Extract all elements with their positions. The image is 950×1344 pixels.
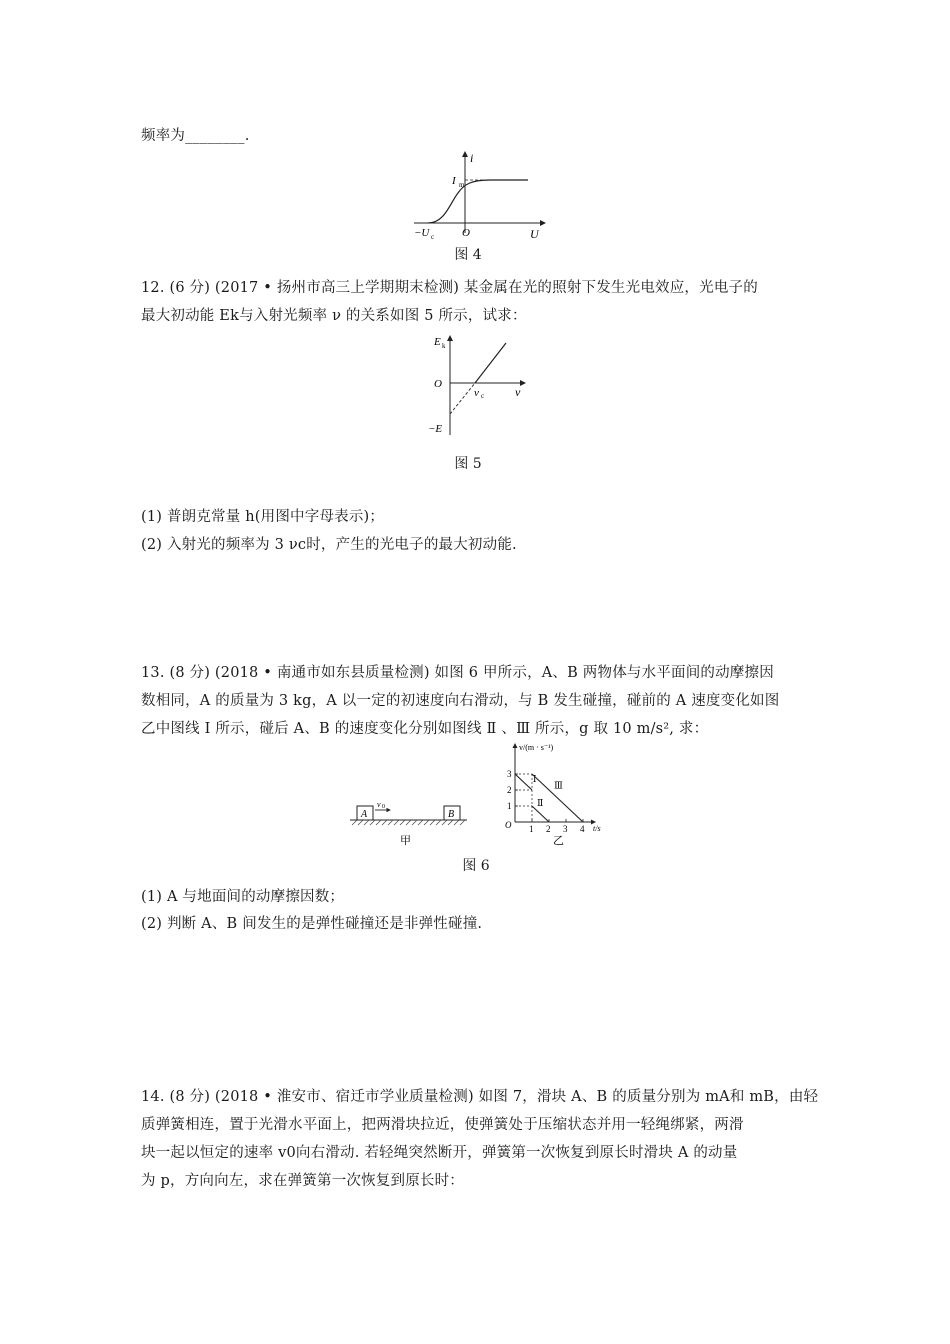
chart-y-label: v/(m · s⁻¹): [519, 743, 554, 752]
q14-line2: 质弹簧相连，置于光滑水平面上，把两滑块拉近，使弹簧处于压缩状态并用一轻绳绑紧，两滑: [141, 1117, 744, 1133]
fig5-origin: O: [434, 378, 442, 390]
figure-4: [400, 148, 560, 243]
ground-hatch: [352, 820, 465, 825]
chart-x-tick-label: 3: [563, 824, 568, 834]
fig5-solid-line: [475, 343, 506, 383]
chart-x-tick-label: 4: [580, 824, 585, 834]
q12-part2: (2) 入射光的频率为 3 νc时，产生的光电子的最大初动能.: [141, 537, 517, 553]
q14-line1: 14. (8 分) (2018 • 淮安市、宿迁市学业质量检测) 如图 7，滑块 A、B 的质量分别为 mA和 mB，由轻: [141, 1089, 819, 1105]
fig4-origin: O: [462, 227, 470, 239]
fig4-x-label: U: [530, 227, 539, 241]
fig6-caption: 图 6: [462, 858, 490, 874]
chart-y-tick-label: 3: [507, 769, 512, 779]
chart-series-label-1: Ⅰ: [532, 774, 537, 784]
fig4-im-label: I: [452, 175, 456, 187]
chart-x-label: t/s: [593, 824, 601, 833]
q12-part1: (1) 普朗克常量 h(用图中字母表示)；: [141, 509, 385, 525]
jia-label: 甲: [400, 835, 411, 847]
chart-series-label-2: Ⅱ: [537, 798, 544, 808]
fig5-nu-c-sub: c: [481, 392, 485, 400]
fig5-y-sub: k: [442, 342, 446, 350]
figure-5: [420, 330, 540, 440]
fig4-caption: 图 4: [454, 247, 482, 263]
fig5-y-label: E: [434, 336, 441, 348]
q11-text: 频率为________.: [141, 128, 250, 144]
q12-line1: 12. (6 分) (2017 • 扬州市高三上学期期末检测) 某金属在光的照射下发生光电效应，光电子的: [141, 280, 758, 296]
v0-label: v: [377, 800, 381, 809]
q13-line2: 数相同，A 的质量为 3 kg，A 以一定的初速度向右滑动，与 B 发生碰撞，碰前的 A 速度变化如图: [141, 693, 780, 709]
chart-x-tick-label: 2: [546, 824, 551, 834]
fig5-caption: 图 5: [454, 456, 482, 472]
chart-series-label-3: Ⅲ: [554, 780, 563, 791]
fig4-im-sub: m: [459, 181, 465, 189]
chart-origin: O: [505, 820, 512, 830]
q14-line4: 为 p，方向向左，求在弹簧第一次恢复到原长时：: [141, 1173, 464, 1189]
figure-6-jia: [345, 795, 475, 850]
fig4-uc-sub: c: [431, 233, 435, 241]
yi-label: 乙: [553, 835, 564, 847]
chart-series-line-1: [515, 774, 532, 790]
fig5-x-label: ν: [515, 385, 521, 399]
q14-line3: 块一起以恒定的速率 v0向右滑动. 若轻绳突然断开，弹簧第一次恢复到原长时滑块 A 的动量: [141, 1145, 738, 1161]
fig4-uc-label: −U: [414, 227, 430, 239]
chart-series-line-2: [532, 806, 549, 822]
fig4-y-label: i: [470, 151, 474, 165]
chart-y-tick-label: 1: [507, 801, 512, 811]
fig5-neg-e: −E: [428, 423, 443, 435]
q13-part1: (1) A 与地面间的动摩擦因数；: [141, 889, 345, 905]
block-b-label: B: [448, 809, 455, 820]
q13-line1: 13. (8 分) (2018 • 南通市如东县质量检测) 如图 6 甲所示，A、B 两物体与水平面间的动摩擦因: [141, 665, 774, 681]
fig5-nu-c: ν: [474, 387, 479, 399]
v0-sub: 0: [382, 804, 385, 810]
q13-line3: 乙中图线 Ⅰ 所示，碰后 A、B 的速度变化分别如图线 Ⅱ 、Ⅲ 所示，g 取 10 m/s², 求：: [141, 721, 709, 737]
fig4-curve: [428, 180, 528, 223]
fig5-dashed-line: [450, 383, 475, 414]
q13-part2: (2) 判断 A、B 间发生的是弹性碰撞还是非弹性碰撞.: [141, 916, 483, 932]
chart-y-tick-label: 2: [507, 785, 512, 795]
q12-line2: 最大初动能 Ek与入射光频率 ν 的关系如图 5 所示，试求：: [141, 308, 527, 324]
chart-x-tick-label: 1: [529, 824, 534, 834]
block-a-label: A: [361, 809, 368, 820]
figure-6-yi-chart: [495, 738, 625, 853]
